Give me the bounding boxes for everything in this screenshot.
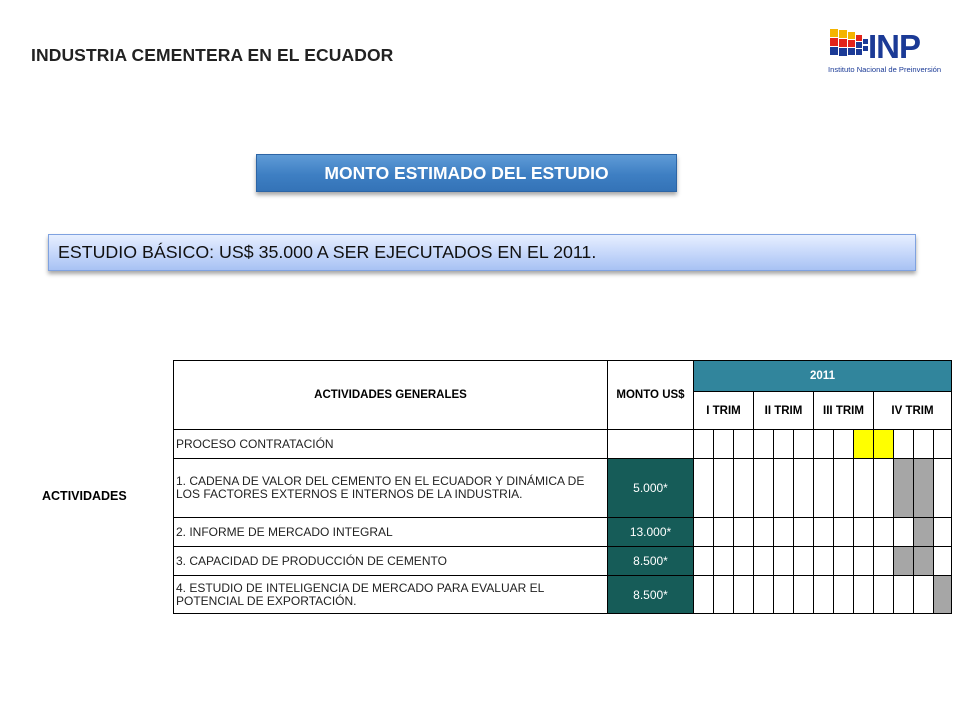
- schedule-cell: [874, 518, 894, 547]
- schedule-cell: [854, 547, 874, 576]
- schedule-cell: [694, 576, 714, 614]
- inp-logo: [828, 27, 946, 75]
- schedule-cell: [814, 547, 834, 576]
- schedule-cell: [794, 576, 814, 614]
- schedule-cell: [734, 518, 754, 547]
- schedule-cell: [694, 518, 714, 547]
- schedule-cell: [814, 459, 834, 518]
- schedule-cell-contracting: [874, 430, 894, 459]
- schedule-cell: [794, 430, 814, 459]
- schedule-cell: [934, 459, 952, 518]
- side-label-actividades: ACTIVIDADES: [42, 489, 127, 503]
- col-header-amount: MONTO US$: [608, 361, 694, 430]
- table-row: [174, 547, 952, 576]
- schedule-cell: [834, 430, 854, 459]
- schedule-cell: [834, 547, 854, 576]
- schedule-cell: [854, 518, 874, 547]
- schedule-cell: [754, 430, 774, 459]
- inp-logo-mark-icon: [828, 27, 870, 65]
- schedule-cell: [794, 459, 814, 518]
- activity-cell: 4. ESTUDIO DE INTELIGENCIA DE MERCADO PARA EVALUAR EL POTENCIAL DE EXPORTACIÓN.: [174, 576, 608, 614]
- activity-cell: 2. INFORME DE MERCADO INTEGRAL: [174, 518, 608, 547]
- schedule-cell: [694, 459, 714, 518]
- table-row: [174, 576, 952, 614]
- activity-cell: PROCESO CONTRATACIÓN: [174, 430, 608, 459]
- schedule-cell: [714, 576, 734, 614]
- schedule-cell: [874, 576, 894, 614]
- schedule-cell: [754, 547, 774, 576]
- schedule-cell: [694, 430, 714, 459]
- col-header-quarter: IV TRIM: [874, 392, 952, 430]
- schedule-cell: [734, 576, 754, 614]
- schedule-cell: [894, 518, 914, 547]
- section-heading: MONTO ESTIMADO DEL ESTUDIO: [256, 154, 677, 192]
- schedule-cell: [914, 576, 934, 614]
- amount-cell: 13.000*: [608, 518, 694, 547]
- schedule-cell: [754, 576, 774, 614]
- table-row: [174, 459, 952, 518]
- schedule-cell: [934, 547, 952, 576]
- schedule-cell: [934, 430, 952, 459]
- schedule-cell-active: [914, 518, 934, 547]
- schedule-cell-active: [914, 547, 934, 576]
- study-budget-banner: ESTUDIO BÁSICO: US$ 35.000 A SER EJECUTADOS EN EL 2011.: [48, 234, 916, 271]
- table-row: [174, 518, 952, 547]
- activity-cell: 3. CAPACIDAD DE PRODUCCIÓN DE CEMENTO: [174, 547, 608, 576]
- schedule-cell: [734, 430, 754, 459]
- schedule-cell: [854, 576, 874, 614]
- schedule-cell-active: [894, 547, 914, 576]
- schedule-cell: [874, 459, 894, 518]
- schedule-cell: [774, 576, 794, 614]
- schedule-cell: [834, 459, 854, 518]
- schedule-cell: [714, 518, 734, 547]
- schedule-cell: [914, 430, 934, 459]
- schedule-cell: [854, 459, 874, 518]
- col-header-activities: ACTIVIDADES GENERALES: [174, 361, 608, 430]
- schedule-cell: [774, 518, 794, 547]
- schedule-cell: [774, 430, 794, 459]
- schedule-cell-contracting: [854, 430, 874, 459]
- schedule-cell: [694, 547, 714, 576]
- schedule-cell: [894, 430, 914, 459]
- table-row: [174, 430, 952, 459]
- schedule-cell: [734, 459, 754, 518]
- amount-cell: [608, 430, 694, 459]
- activity-cell: 1. CADENA DE VALOR DEL CEMENTO EN EL ECUADOR Y DINÁMICA DE LOS FACTORES EXTERNOS E INTERNOS DE LA INDUSTRIA.: [174, 459, 608, 518]
- schedule-cell: [774, 547, 794, 576]
- amount-cell: 5.000*: [608, 459, 694, 518]
- schedule-cell: [814, 518, 834, 547]
- amount-cell: 8.500*: [608, 576, 694, 614]
- amount-cell: 8.500*: [608, 547, 694, 576]
- schedule-cell: [714, 459, 734, 518]
- schedule-cell: [714, 547, 734, 576]
- schedule-cell: [874, 547, 894, 576]
- col-header-quarter: II TRIM: [754, 392, 814, 430]
- col-header-year: 2011: [694, 361, 952, 392]
- schedule-cell: [754, 518, 774, 547]
- schedule-cell-active: [894, 459, 914, 518]
- col-header-quarter: I TRIM: [694, 392, 754, 430]
- schedule-cell: [754, 459, 774, 518]
- schedule-cell: [834, 576, 854, 614]
- schedule-cell-active: [934, 576, 952, 614]
- schedule-cell: [734, 547, 754, 576]
- schedule-cell: [894, 576, 914, 614]
- logo-wordmark: INP: [868, 28, 921, 65]
- schedule-cell: [774, 459, 794, 518]
- schedule-cell: [794, 547, 814, 576]
- page-title: INDUSTRIA CEMENTERA EN EL ECUADOR: [31, 45, 394, 65]
- schedule-table: [173, 360, 952, 614]
- schedule-cell: [794, 518, 814, 547]
- schedule-cell-active: [914, 459, 934, 518]
- schedule-cell: [714, 430, 734, 459]
- schedule-cell: [834, 518, 854, 547]
- schedule-cell: [814, 430, 834, 459]
- schedule-cell: [814, 576, 834, 614]
- schedule-cell: [934, 518, 952, 547]
- col-header-quarter: III TRIM: [814, 392, 874, 430]
- logo-subtitle: Instituto Nacional de Preinversión: [828, 65, 942, 74]
